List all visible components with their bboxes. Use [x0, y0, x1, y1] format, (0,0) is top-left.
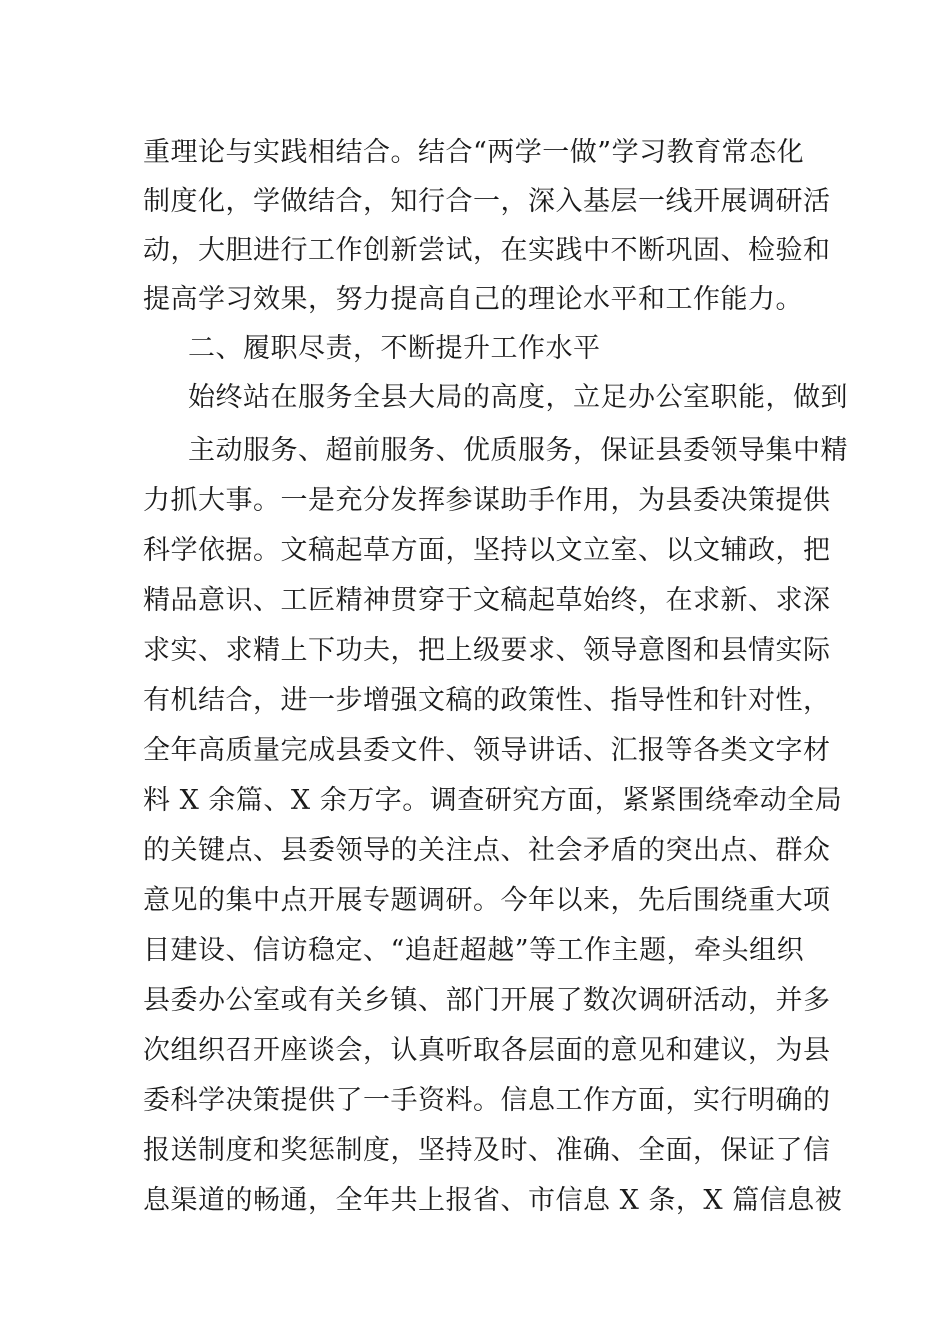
text-line-16: 意见的集中点开展专题调研。今年以来，先后围绕重大项: [143, 885, 831, 916]
text-line-20: 委科学决策提供了一手资料。信息工作方面，实行明确的: [143, 1085, 831, 1116]
text-line-12: 有机结合，进一步增强文稿的政策性、指导性和针对性，: [143, 685, 831, 716]
text-line-17: 目建设、信访稳定、“追赶超越”等工作主题，牵头组织: [143, 935, 805, 966]
text-line-11: 求实、求精上下功夫，把上级要求、领导意图和县情实际: [143, 635, 831, 666]
text-line-18: 县委办公室或有关乡镇、部门开展了数次调研活动，并多: [143, 985, 831, 1016]
text-line-21: 报送制度和奖惩制度，坚持及时、准确、全面，保证了信: [143, 1135, 831, 1166]
text-line-9: 科学依据。文稿起草方面，坚持以文立室、以文辅政，把: [143, 535, 831, 566]
text-line-10: 精品意识、工匠精神贯穿于文稿起草始终，在求新、求深: [143, 585, 831, 616]
text-line-22: 息渠道的畅通，全年共上报省、市信息 X 条，X 篇信息被: [143, 1185, 843, 1216]
text-line-13: 全年高质量完成县委文件、领导讲话、汇报等各类文字材: [143, 735, 831, 766]
text-line-7: 主动服务、超前服务、优质服务，保证县委领导集中精: [188, 435, 848, 466]
paragraph-start-line: 始终站在服务全县大局的高度，立足办公室职能，做到: [188, 382, 848, 413]
section-heading: 二、履职尽责，不断提升工作水平: [188, 333, 601, 364]
text-line-3: 动，大胆进行工作创新尝试，在实践中不断巩固、检验和: [143, 235, 831, 266]
text-line-2: 制度化，学做结合，知行合一，深入基层一线开展调研活: [143, 186, 831, 217]
text-line-15: 的关键点、县委领导的关注点、社会矛盾的突出点、群众: [143, 835, 831, 866]
text-line-8: 力抓大事。一是充分发挥参谋助手作用，为县委决策提供: [143, 485, 831, 516]
text-line-4: 提高学习效果，努力提高自己的理论水平和工作能力。: [143, 284, 803, 315]
text-line-19: 次组织召开座谈会，认真听取各层面的意见和建议，为县: [143, 1035, 831, 1066]
text-line-14: 料 X 余篇、X 余万字。调查研究方面，紧紧围绕牵动全局: [143, 785, 843, 816]
text-line-1: 重理论与实践相结合。结合“两学一做”学习教育常态化: [143, 137, 805, 168]
